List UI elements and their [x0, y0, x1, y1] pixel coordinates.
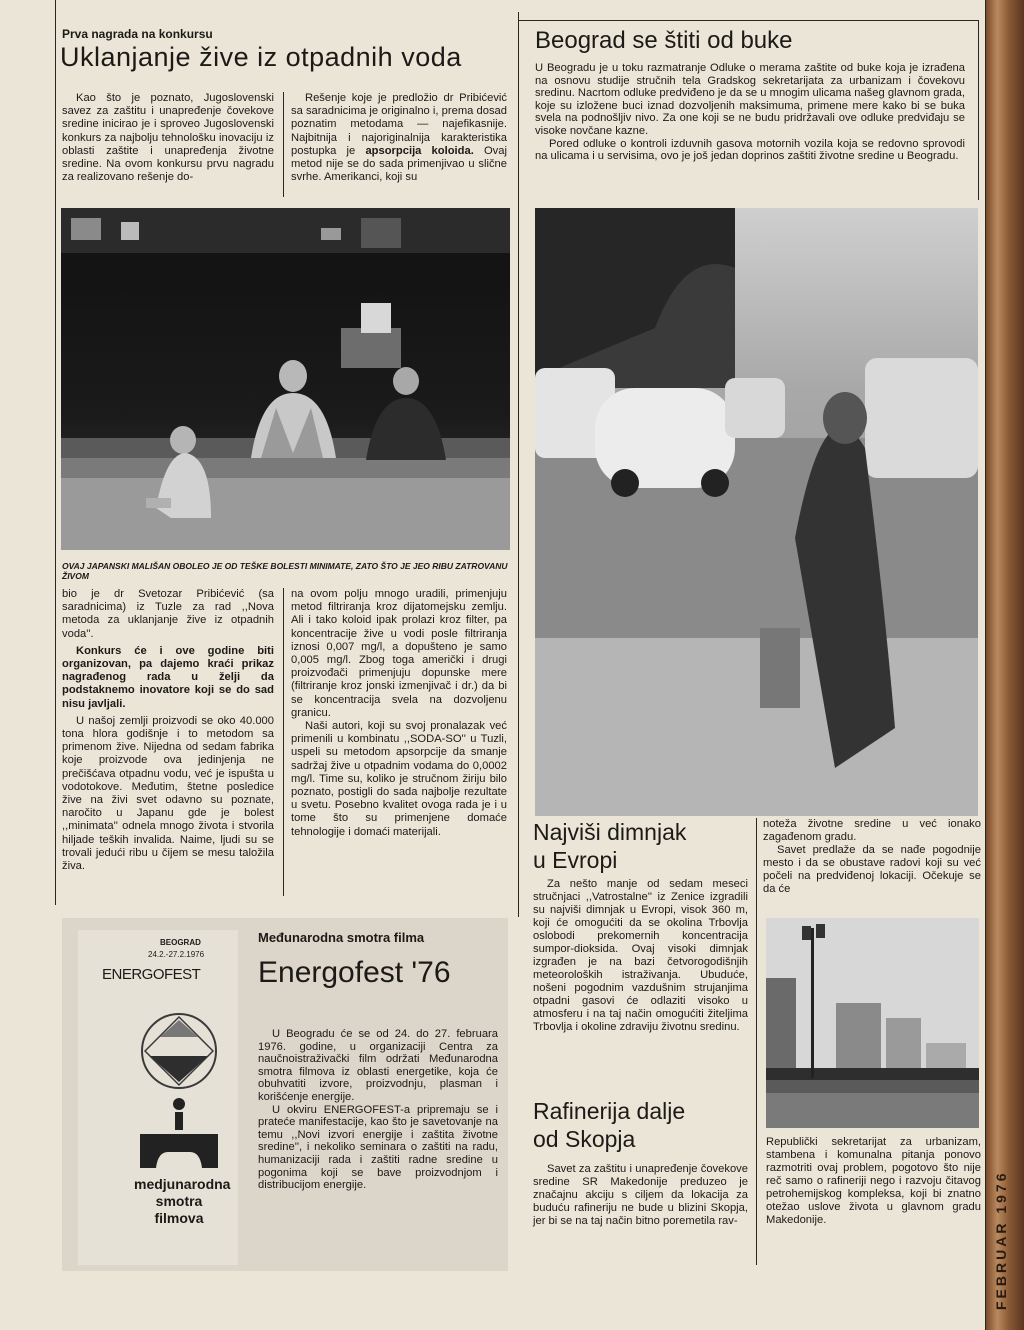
article-col1-bottom-p2: U našoj zemlji proizvodi se oko 40.000 tona hlora godišnje i to metodom sa primenom žive. Nijedna od sedam fabrika koje proizvode ova jedinjenja ne prečišćava otpadnu vodu, već je ispušta u vodotokove. Međutim, štetne posledice žive na živi svet odavno su poznate, naročito u Japanu gde je bolest ,,minimata'' odnela mnogo života i stvorila hiljade teških invalida. Naime, ljudi su se trovali jedući ribu u čijem se mesu taložila živa. — [62, 714, 274, 873]
chimney-title-line2: u Evropi — [533, 847, 618, 873]
refinery-col2-p2: Savet predlaže da se nađe pogodnije mesto i da se obustave radovi koji su već počeli na predviđenoj lokaciji. Očekuje se da će — [763, 844, 981, 895]
chimney-article-body — [533, 878, 748, 1034]
refinery-col2-top — [763, 818, 981, 896]
right-article-top-rule — [519, 20, 979, 21]
energofest-emblem-icon — [140, 1012, 218, 1172]
article-col2-top-text: Rešenje koje je predložio dr Pribićević sa saradnicima je originalno i, prema dosad poznatim metodama — najefikasnije. Najbitnija i najoriginalnija karakteristika postupka je — [291, 92, 507, 157]
ad-logo-dates: 24.2.-27.2.1976 — [148, 950, 205, 959]
article-col2-top — [291, 92, 507, 184]
right-article-side-rule — [978, 20, 979, 200]
article-col1-bottom-bold: Konkurs će i ove godine biti organizovan, pa dajemo kraći prikaz nagrađenog rada u želji da podstaknemo inovatore koji se do sad nisu javljali. — [62, 644, 274, 710]
right-article-title: Beograd se štiti od buke — [535, 27, 793, 54]
belgrade-traffic-photo — [535, 208, 978, 816]
ad-logo-sub1: medjunarodna — [134, 1176, 231, 1192]
refinery-photo-caption — [766, 1136, 981, 1227]
ad-p1: U Beogradu će se od 24. do 27. februara 1976. godine, u organizaciji Centra za naučnoistraživački film održati Međunarodna smotra filmova iz oblasti energetike, koja će obuhvatiti izvore, proizvodnju, plasman i korišćenje energije. — [258, 1028, 498, 1103]
article-col1-top — [62, 92, 274, 184]
ad-kicker: Međunarodna smotra filma — [258, 930, 425, 945]
skopje-city-photo — [766, 918, 979, 1128]
chimney-title-line1: Najviši dimnjak — [533, 819, 687, 845]
photo-caption: OVAJ JAPANSKI MALIŠAN OBOLEO JE OD TEŠKE BOLESTI MINIMATE, ZATO ŠTO JE JEO RIBU ZATROVANU ŽIVOM — [62, 561, 508, 581]
right-article-body — [535, 62, 965, 163]
energofest-emblem — [140, 1012, 218, 1177]
belgrade-traffic-photo-graphic — [535, 208, 978, 816]
skopje-city-photo-graphic — [766, 918, 979, 1128]
article-col1-top-text: Kao što je poznato, Jugoslovenski savez za zaštitu i unapređenje čovekove sredine inicirao je i sproveo Jugoslovenski konkurs za najbolju tehnološku inovaciju iz oblasti zaštite i unapređenja životne sredine. Na ovom konkursu prvu nagradu za realizovano rešenje do- — [62, 92, 274, 184]
ad-p2: U okviru ENERGOFEST-a pripremaju se i prateće manifestacije, kao što je savetovanje na temu ,,Novi izvori energije i zaštita životne sredine'', i nekoliko seminara o zaštiti na radu, humanizaciji rada i zaštiti radne sredine u pogonima koji se bave proizvodnjom i distribucijom energije. — [258, 1103, 498, 1192]
spine-date-label: FEBRUAR 1976 — [993, 1170, 1009, 1310]
refinery-col2-top-text: noteža životne sredine u već ionako zagađenom gradu. — [763, 818, 981, 843]
column-divider-bottom — [283, 588, 284, 896]
article-col2-top-end: Ovaj metod nije se do sada primenjivao u slične svrhe. Amerikanci, koji su — [291, 144, 507, 184]
article-col1-bottom — [62, 588, 274, 873]
article-col2-bottom-p1: na ovom polju mnogo uradili, primenjuju metod filtriranja kroz dijatomejsku zemlju. Ali i tako koloid ipak prolazi kroz filter, pa koncentracije žive u vodi posle filtriranja iznosi 0,007 mg/l, a dopušteno je samo 0,005 mg/l. Zbog toga američki i drugi proizvođači primenjuju dopunske mere (filtriranje kroz jonski izmenjivač i dr.) da bi se koncentracija svela na dozvoljenu granicu. — [291, 588, 507, 719]
refinery-article-title — [533, 1097, 685, 1153]
chimney-article-text: Za nešto manje od sedam meseci stručnjaci ,,Vatrostalne'' iz Zenice izgradili su najviši dimnjak u Evropi, visok 360 m, koji će omogućiti da se okolina Trbovlja oslobodi prekomernih koncentracija sumpor-dioksida. Ovaj visoki dimnjak izgrađen je na bazi četvorogodišnjih meteoroloških istraživanja. Ubuduće, nošeni pogodnim vazdušnim strujanjima otpadni gasovi će odlaziti visoko u atmosferu i na taj način omogućiti žiteljima Trbovlja i okoline zdraviju životnu sredinu. — [533, 878, 748, 1033]
japanese-family-photo-graphic — [61, 208, 510, 550]
refinery-article-text: Savet za zaštitu i unapređenje čovekove sredine SR Makedonije preduzeo je značajnu akciju s ciljem da lokacija za buduću rafineriju ne bude u blizini Skopja, jer bi se na taj način bitno poremetila rav- — [533, 1163, 748, 1227]
ad-logo-subtitle — [134, 1176, 231, 1227]
center-frame-rule — [518, 12, 519, 917]
article-col1-bottom-p1: bio je dr Svetozar Pribićević (sa saradnicima) iz Tuzle za rad ,,Nova metoda za uklanjanje žive iz otpadnih voda''. — [62, 588, 274, 640]
ad-body — [258, 1028, 498, 1192]
refinery-column-divider — [756, 818, 757, 1265]
ad-logo-city: BEOGRAD — [160, 938, 201, 947]
ad-logo-sub3: filmova — [154, 1210, 204, 1226]
article-kicker: Prva nagrada na konkursu — [62, 27, 213, 41]
right-frame-rule — [985, 0, 986, 1330]
article-col2-bottom — [291, 588, 507, 839]
japanese-family-photo — [61, 208, 510, 550]
refinery-article-body — [533, 1163, 748, 1228]
ad-logo-sub2: smotra — [155, 1193, 203, 1209]
refinery-title-line1: Rafinerija dalje — [533, 1098, 686, 1124]
article-title: Uklanjanje žive iz otpadnih voda — [60, 42, 462, 72]
article-col2-top-bold: apsorpcija koloida. — [365, 144, 474, 157]
article-col2-bottom-p2: Naši autori, koji su svoj pronalazak već primenili u kombinatu ,,SODA-SO'' u Tuzli, uspeli su metodom apsorpcije da smanje sadržaj žive u otpadnim vodama do 0,0002 mg/l. Time su, koliko je stručnom žiriju bilo poznato, postigli do sada najbolje rezultate u svetu. Posebno kvalitet ovoga rada je i u tome što su primenjene domaće tehnologije i domaći materijali. — [291, 720, 507, 838]
ad-title: Energofest '76 — [258, 956, 451, 989]
right-article-p1: U Beogradu je u toku razmatranje Odluke o merama zaštite od buke koja je izrađena na osnovu studije stručnih tela Gradskog sekretarijata za urbanizam i čovekovu sredinu. Nacrtom odluke predviđeno je da se u mnogim ulicama našeg glavnom grada, koje su izložene buci iznad dozvoljenih maksimuma, primene mere kako bi se buka svela na podnošljiv nivo. Za one koji se ne budu pridržavali ove odluke predviđaju se visoke novčane kazne. — [535, 62, 965, 137]
ad-logo-name: ENERGOFEST — [102, 966, 201, 983]
right-article-p2: Pored odluke o kontroli izduvnih gasova motornih vozila koja se redovno sprovodi na ulicama i u servisima, ovo je još jedan doprinos zaštiti životne sredine u Beogradu. — [535, 137, 965, 163]
chimney-article-title — [533, 818, 686, 874]
refinery-title-line2: od Skopja — [533, 1126, 636, 1152]
refinery-caption-text: Republički sekretarijat za urbanizam, stambena i komunalna pitanja ponovo razmotriti ovaj problem, pogotovo što nije reč samo o rafineriji nego i razvoju čitavog petrohemijskog kompleksa, koji bi znatno otežao uslove života u glavnom gradu Makedonije. — [766, 1136, 981, 1226]
left-frame-rule — [55, 0, 56, 905]
column-divider — [283, 92, 284, 197]
